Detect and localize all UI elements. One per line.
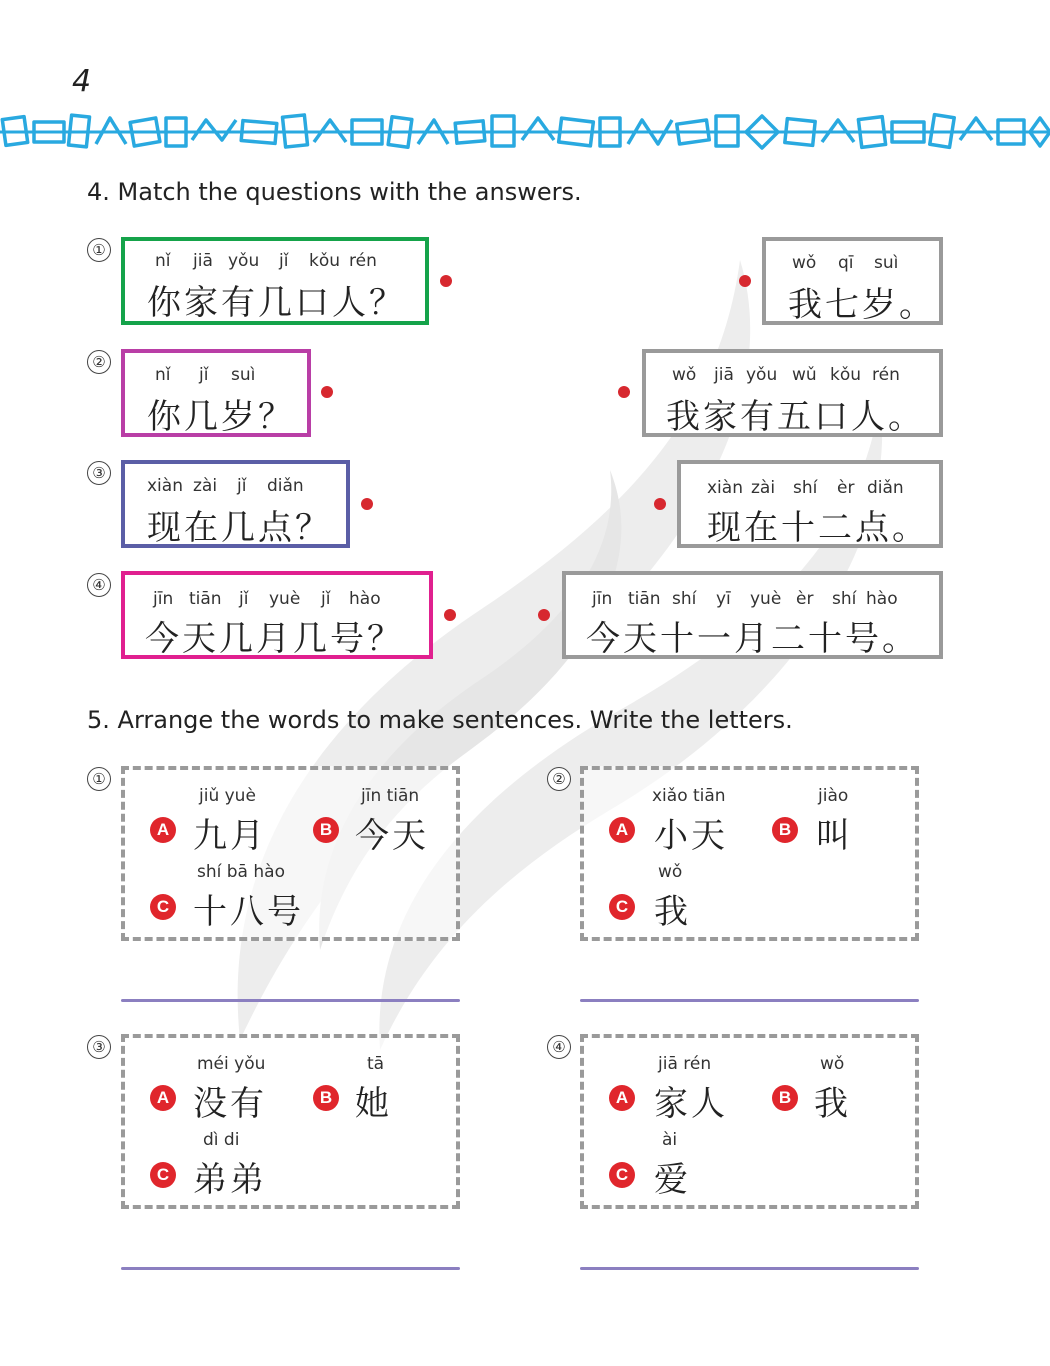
pinyin: xiàn [147, 476, 183, 496]
letter-a-badge: A [150, 1085, 176, 1111]
question-number: ① [87, 238, 111, 262]
pinyin: diǎn [267, 476, 304, 496]
pinyin: diǎn [867, 478, 904, 498]
pinyin: wǒ [820, 1054, 845, 1074]
group-number: ③ [87, 1035, 111, 1059]
pinyin: yǒu [746, 365, 778, 385]
group-number: ② [547, 767, 571, 791]
answer-write-line[interactable] [580, 999, 919, 1002]
pinyin: jīn tiān [361, 786, 420, 806]
match-dot[interactable] [361, 498, 373, 510]
pinyin: yī [716, 589, 731, 609]
pinyin: rén [872, 365, 900, 385]
pinyin: jǐ [279, 251, 289, 271]
word-hanzi: 她 [355, 1084, 392, 1124]
answer-hanzi: 我家有五口人。 [666, 397, 925, 437]
question-hanzi: 你家有几口人？ [147, 283, 406, 323]
word-hanzi: 今天 [355, 816, 429, 856]
pinyin: èr [796, 589, 814, 609]
word-bank-box [580, 1034, 919, 1209]
question-hanzi: 现在几点？ [147, 508, 332, 548]
pinyin: jiā [714, 365, 734, 385]
question-box [121, 349, 311, 437]
answer-write-line[interactable] [121, 1267, 460, 1270]
pinyin: méi yǒu [197, 1054, 266, 1074]
pinyin: xiàn [707, 478, 743, 498]
section-4-heading: 4. Match the questions with the answers. [87, 178, 582, 206]
letter-b-badge: B [772, 1085, 798, 1111]
answer-write-line[interactable] [580, 1267, 919, 1270]
pinyin: shí [672, 589, 697, 609]
word-hanzi: 家人 [654, 1084, 728, 1124]
pinyin: jiā [193, 251, 213, 271]
answer-box [762, 237, 943, 325]
pinyin: yuè [750, 589, 782, 609]
letter-b-badge: B [313, 1085, 339, 1111]
match-dot[interactable] [654, 498, 666, 510]
answer-box [642, 349, 943, 437]
pinyin: zài [193, 476, 218, 496]
pinyin: jiào [818, 786, 849, 806]
pinyin: èr [837, 478, 855, 498]
question-number: ② [87, 350, 111, 374]
pinyin: jiā rén [658, 1054, 712, 1074]
word-bank-box [580, 766, 919, 941]
match-dot[interactable] [321, 386, 333, 398]
section-5-heading: 5. Arrange the words to make sentences. Write the letters. [87, 706, 793, 734]
question-box [121, 460, 350, 548]
word-hanzi: 我 [654, 892, 691, 932]
question-hanzi: 你几岁？ [147, 397, 295, 437]
group-number: ④ [547, 1035, 571, 1059]
answer-hanzi: 今天十一月二十号。 [586, 619, 919, 659]
pinyin: yǒu [228, 251, 260, 271]
pinyin: jīn [592, 589, 613, 609]
page-number: 4 [72, 64, 92, 99]
pinyin: zài [751, 478, 776, 498]
letter-c-badge: C [609, 1162, 635, 1188]
answer-box [677, 460, 943, 548]
pinyin: jǐ [237, 476, 247, 496]
pinyin: tiān [189, 589, 222, 609]
question-number: ④ [87, 573, 111, 597]
word-hanzi: 叫 [816, 816, 853, 856]
pinyin: jiǔ yuè [199, 786, 256, 806]
question-box [121, 571, 433, 659]
pinyin: nǐ [155, 365, 171, 385]
pinyin: tā [367, 1054, 385, 1074]
answer-hanzi: 我七岁。 [788, 285, 936, 325]
letter-a-badge: A [609, 817, 635, 843]
answer-write-line[interactable] [121, 999, 460, 1002]
pinyin: yuè [269, 589, 301, 609]
letter-a-badge: A [609, 1085, 635, 1111]
pinyin: dì di [203, 1130, 240, 1150]
pinyin: hào [349, 589, 381, 609]
letter-c-badge: C [609, 894, 635, 920]
answer-box [562, 571, 943, 659]
word-hanzi: 弟弟 [193, 1160, 267, 1200]
pinyin: rén [349, 251, 377, 271]
word-bank-box [121, 766, 460, 941]
pinyin: shí [832, 589, 857, 609]
pinyin: wǒ [792, 253, 817, 273]
match-dot[interactable] [739, 275, 751, 287]
match-dot[interactable] [440, 275, 452, 287]
letter-c-badge: C [150, 1162, 176, 1188]
pinyin: suì [874, 253, 899, 273]
pinyin: jǐ [239, 589, 249, 609]
letter-c-badge: C [150, 894, 176, 920]
match-dot[interactable] [444, 609, 456, 621]
pinyin: wǒ [672, 365, 697, 385]
pinyin: ài [662, 1130, 678, 1150]
letter-b-badge: B [772, 817, 798, 843]
word-hanzi: 小天 [654, 816, 728, 856]
decorative-border-strip [0, 110, 1050, 154]
pinyin: shí [793, 478, 818, 498]
question-number: ③ [87, 461, 111, 485]
match-dot[interactable] [538, 609, 550, 621]
pinyin: nǐ [155, 251, 171, 271]
pinyin: qī [838, 253, 854, 273]
pinyin: hào [866, 589, 898, 609]
question-hanzi: 今天几月几号？ [145, 619, 404, 659]
word-hanzi: 爱 [654, 1160, 691, 1200]
answer-hanzi: 现在十二点。 [707, 508, 929, 548]
pinyin: shí bā hào [197, 862, 285, 882]
pinyin: jǐ [321, 589, 331, 609]
match-dot[interactable] [618, 386, 630, 398]
pinyin: suì [231, 365, 256, 385]
letter-b-badge: B [313, 817, 339, 843]
word-hanzi: 十八号 [193, 892, 304, 932]
pinyin: wǒ [658, 862, 683, 882]
group-number: ① [87, 767, 111, 791]
question-box [121, 237, 429, 325]
word-hanzi: 没有 [193, 1084, 267, 1124]
pinyin: kǒu [830, 365, 862, 385]
word-bank-box [121, 1034, 460, 1209]
word-hanzi: 九月 [193, 816, 267, 856]
pinyin: wǔ [792, 365, 817, 385]
pinyin: jīn [153, 589, 174, 609]
pinyin: jǐ [199, 365, 209, 385]
pinyin: kǒu [309, 251, 341, 271]
pinyin: tiān [628, 589, 661, 609]
pinyin: xiǎo tiān [652, 786, 726, 806]
word-hanzi: 我 [814, 1084, 851, 1124]
letter-a-badge: A [150, 817, 176, 843]
